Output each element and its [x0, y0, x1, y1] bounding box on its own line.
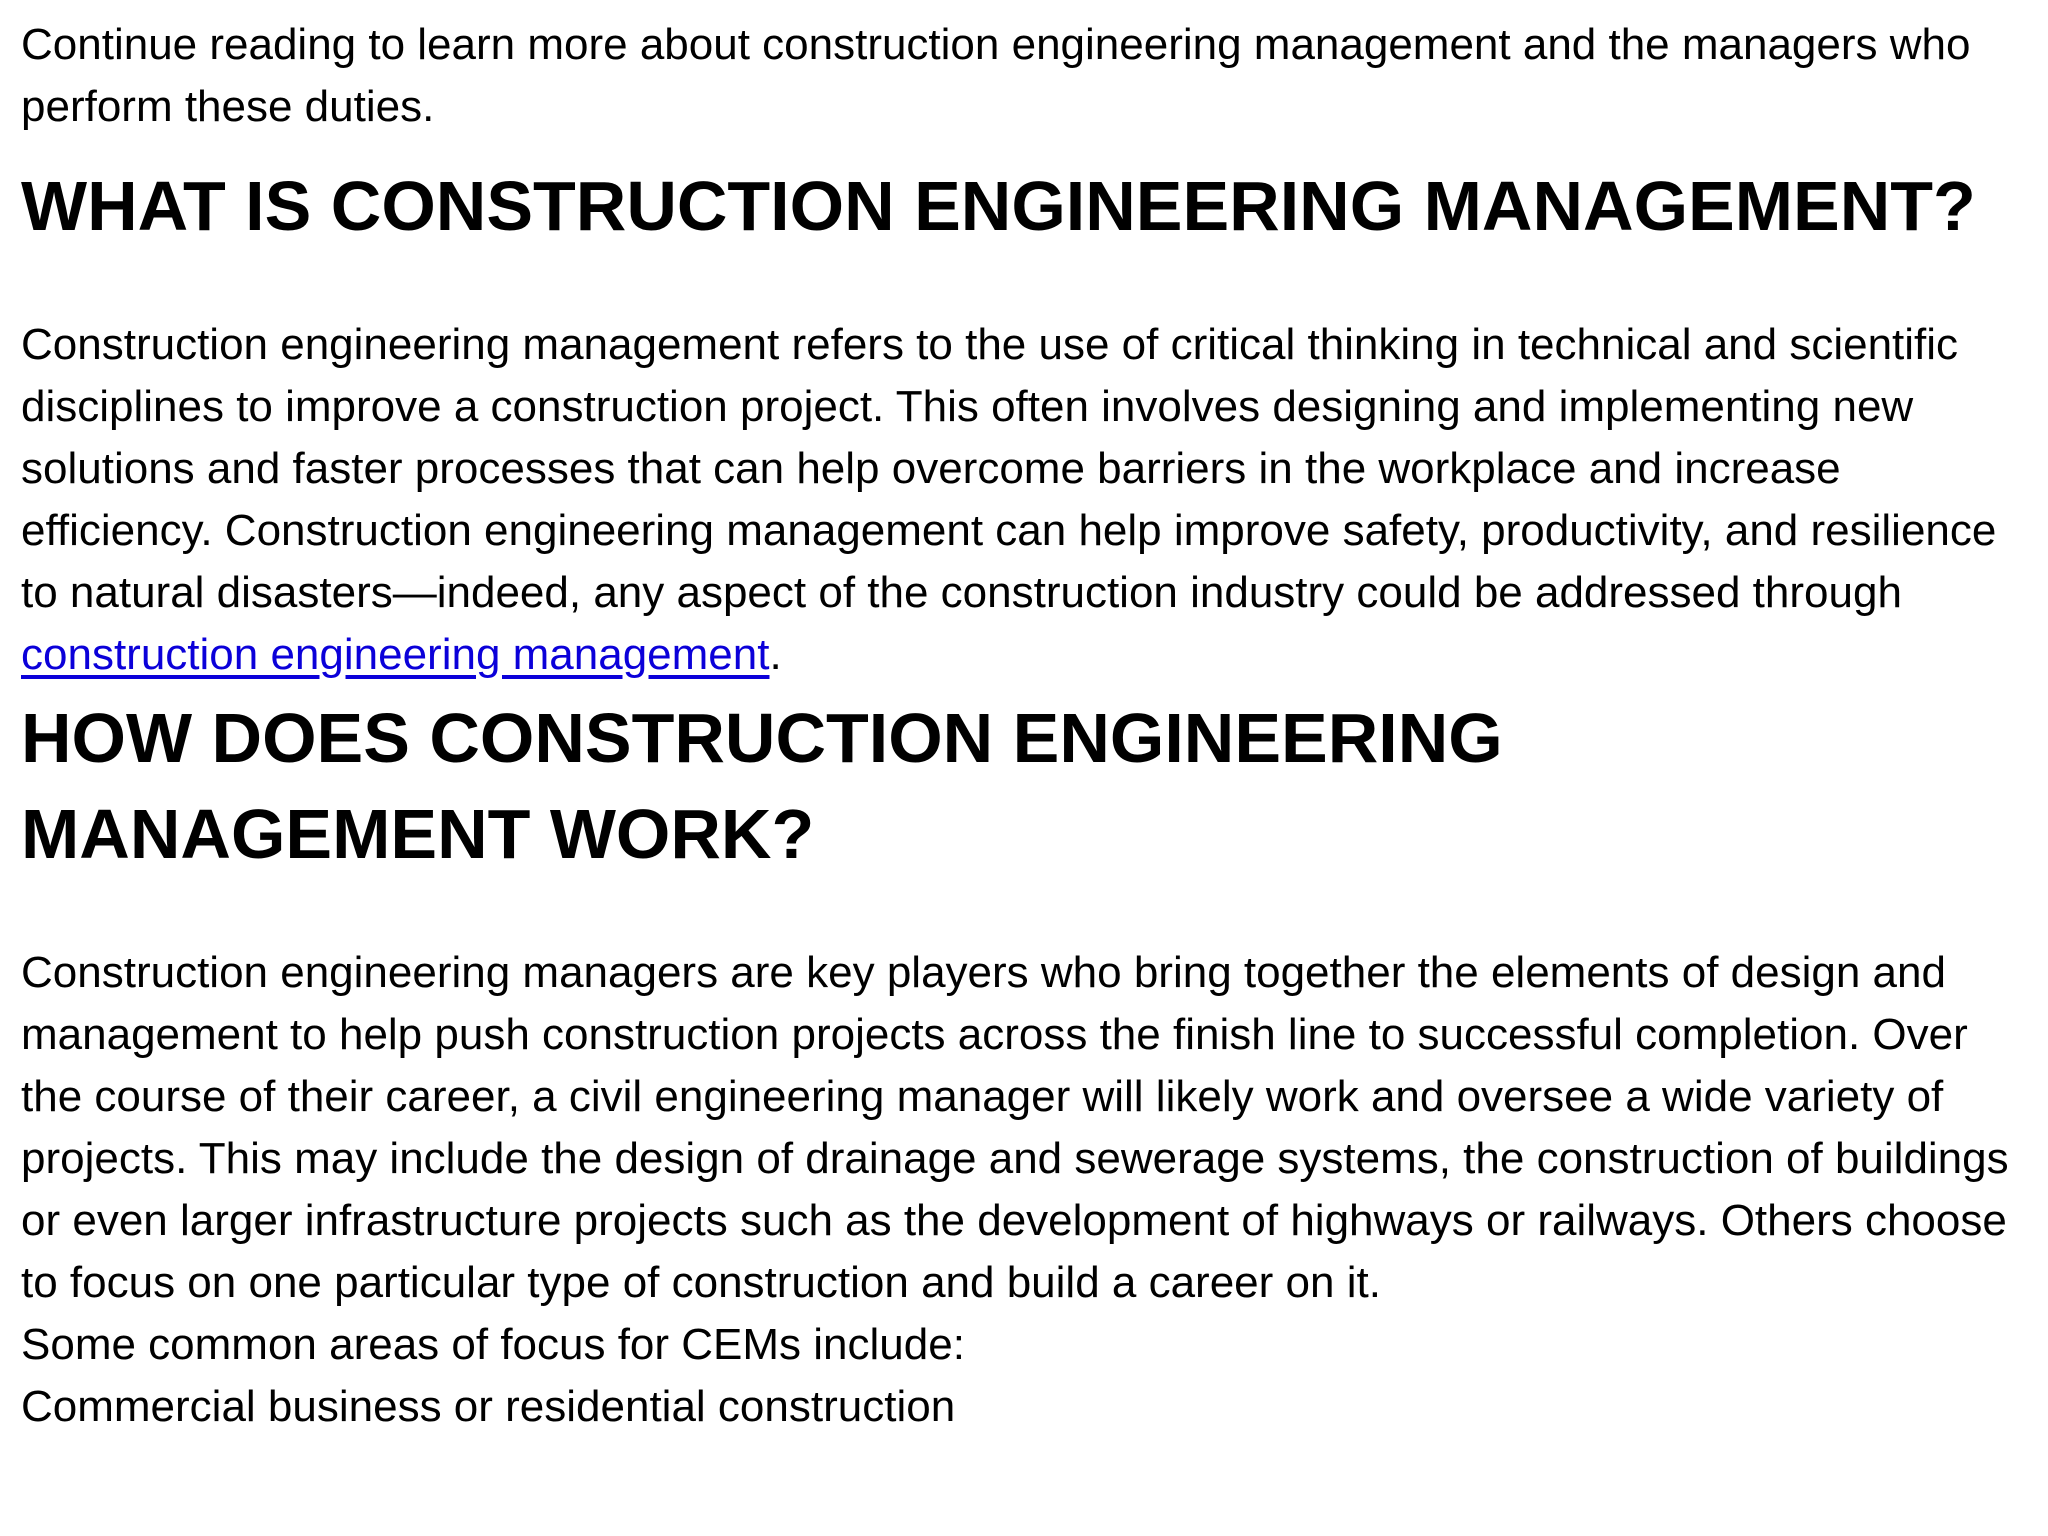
what-is-cem-text-end: . — [769, 630, 782, 679]
focus-areas-intro: Some common areas of focus for CEMs include: — [21, 1320, 965, 1369]
focus-area-item: Commercial business or residential construction — [21, 1382, 956, 1431]
what-is-cem-paragraph — [21, 314, 2021, 686]
what-is-cem-text: Construction engineering management refers to the use of critical thinking in technical and scientific disciplines to improve a construction project. This often involves designing and implementing new solutions and faster processes that can help overcome barriers in the workplace and increase efficiency. Construction engineering management can help improve safety, productivity, and resilience to natural disasters—indeed, any aspect of the construction industry could be addressed through — [21, 320, 1997, 617]
article-content — [21, 14, 2021, 1438]
how-cem-works-paragraph: Construction engineering managers are key players who bring together the elements of design and management to help push construction projects across the finish line to successful completion. Over the course of their career, a civil engineering manager will likely work and oversee a wide variety of projects. This may include the design of drainage and sewerage systems, the construction of buildings or even larger infrastructure projects such as the development of highways or railways. Others choose to focus on one particular type of construction and build a career on it. — [21, 948, 2009, 1307]
heading-how-does-cem-work: HOW DOES CONSTRUCTION ENGINEERING MANAGEMENT WORK? — [21, 699, 1503, 873]
cem-link[interactable]: construction engineering management — [21, 630, 770, 679]
intro-paragraph: Continue reading to learn more about construction engineering management and the managers who perform these duties. — [21, 20, 1971, 131]
heading-what-is-cem: WHAT IS CONSTRUCTION ENGINEERING MANAGEMENT? — [21, 167, 1976, 245]
